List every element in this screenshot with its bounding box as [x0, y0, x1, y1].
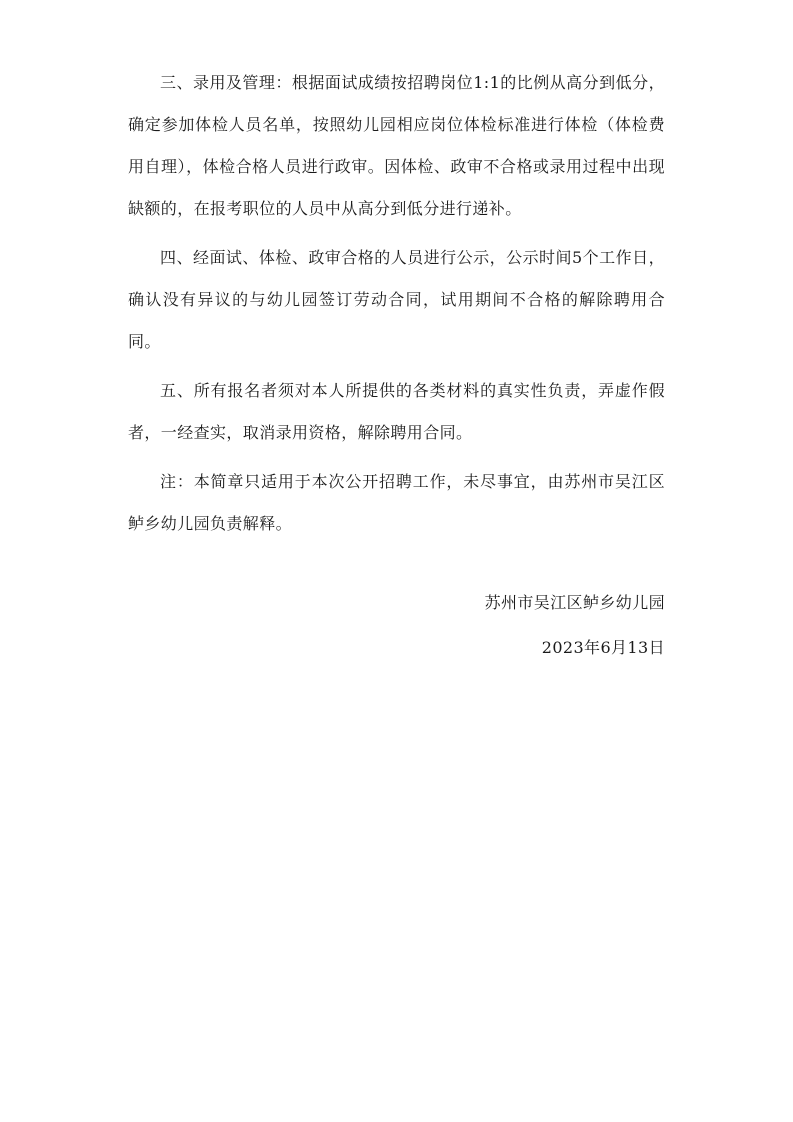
signature-block	[128, 580, 665, 670]
signature-organization: 苏州市吴江区鲈乡幼儿园	[484, 593, 665, 612]
paragraph-authenticity: 五、所有报名者须对本人所提供的各类材料的真实性负责，弄虚作假者，一经查实，取消录用资格，解除聘用合同。	[128, 381, 665, 442]
paragraph-publicity: 四、经面试、体检、政审合格的人员进行公示，公示时间5个工作日，确认没有异议的与幼儿园签订劳动合同，试用期间不合格的解除聘用合同。	[128, 248, 665, 351]
paragraph-note: 注：本简章只适用于本次公开招聘工作，未尽事宜，由苏州市吴江区鲈乡幼儿园负责解释。	[128, 472, 665, 533]
signature-date: 2023年6月13日	[541, 638, 665, 657]
paragraph-employment-management: 三、录用及管理：根据面试成绩按招聘岗位1:1的比例从高分到低分，确定参加体检人员名单，按照幼儿园相应岗位体检标准进行体检（体检费用自理），体检合格人员进行政审。因体检、政审不合格或录用过程中出现缺额的，在报考职位的人员中从高分到低分进行递补。	[128, 73, 665, 218]
